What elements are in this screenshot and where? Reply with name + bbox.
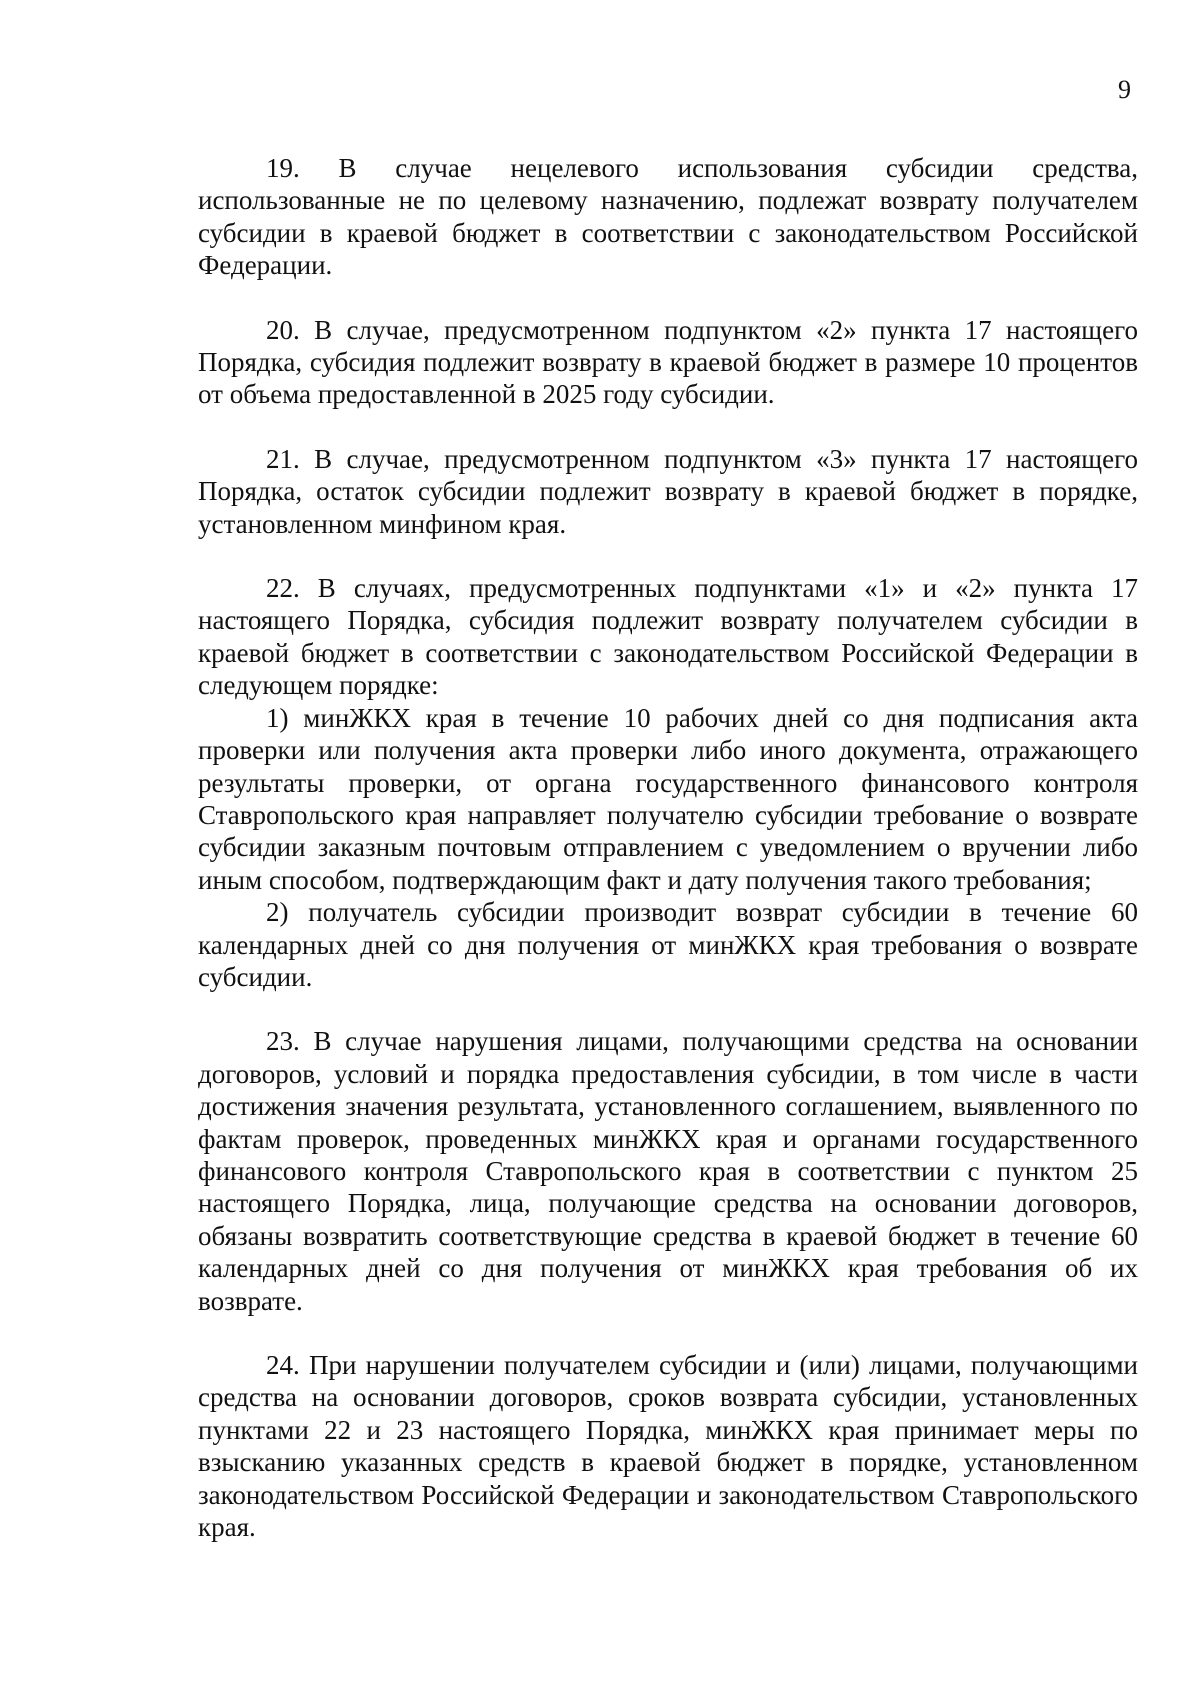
paragraph-22-item-1: 1) минЖКХ края в течение 10 рабочих дней со дня подписания акта проверки или получения акта проверки либо иного документа, отражающего результаты проверки, от органа государственного финансового контроля Ставропольского края направляет получателю субсидии требование о возврате субсидии заказным почтовым отправлением с уведомлением о вручении либо иным способом, подтверждающим факт и дату получения такого требования; bbox=[198, 702, 1138, 895]
paragraph-22: 22. В случаях, предусмотренных подпунктами «1» и «2» пункта 17 настоящего Порядка, субсидия подлежит возврату получателем субсидии в краевой бюджет в соответствии с законодательством Российской Федерации в следующем порядке: bbox=[198, 573, 1138, 701]
paragraph-23: 23. В случае нарушения лицами, получающими средства на основании договоров, условий и порядка предоставления субсидии, в том числе в части достижения значения результата, установленного соглашением, выявленного по фактам проверок, проведенных минЖКХ края и органами государственного финансового контроля Ставропольского края в соответствии с пунктом 25 настоящего Порядка, лица, получающие средства на основании договоров, обязаны возвратить соответствующие средства в краевой бюджет в течение 60 календарных дней со дня получения от минЖКХ края требования об их возврате. bbox=[198, 1026, 1138, 1316]
paragraph-22-item-2: 2) получатель субсидии производит возврат субсидии в течение 60 календарных дней со дня получения от минЖКХ края требования о возврате субсидии. bbox=[198, 897, 1138, 992]
paragraph-20: 20. В случае, предусмотренном подпунктом «2» пункта 17 настоящего Порядка, субсидия подлежит возврату в краевой бюджет в размере 10 процентов от объема предоставленной в 2025 году субсидии. bbox=[198, 314, 1138, 410]
paragraph-21: 21. В случае, предусмотренном подпунктом «3» пункта 17 настоящего Порядка, остаток субсидии подлежит возврату в краевой бюджет в порядке, установленном минфином края. bbox=[198, 443, 1138, 539]
page-number: 9 bbox=[1118, 75, 1131, 104]
paragraph-24: 24. При нарушении получателем субсидии и (или) лицами, получающими средства на основании договоров, сроков возврата субсидии, установленных пунктами 22 и 23 настоящего Порядка, минЖКХ края принимает меры по взысканию указанных средств в краевой бюджет в порядке, установленном законодательством Российской Федерации и законодательством Ставропольского края. bbox=[198, 1350, 1138, 1543]
document-body bbox=[198, 152, 1138, 1543]
paragraph-19: 19. В случае нецелевого использования субсидии средства, использованные не по целевому назначению, подлежат возврату получателем субсидии в краевой бюджет в соответствии с законодательством Российской Федерации. bbox=[198, 153, 1138, 281]
